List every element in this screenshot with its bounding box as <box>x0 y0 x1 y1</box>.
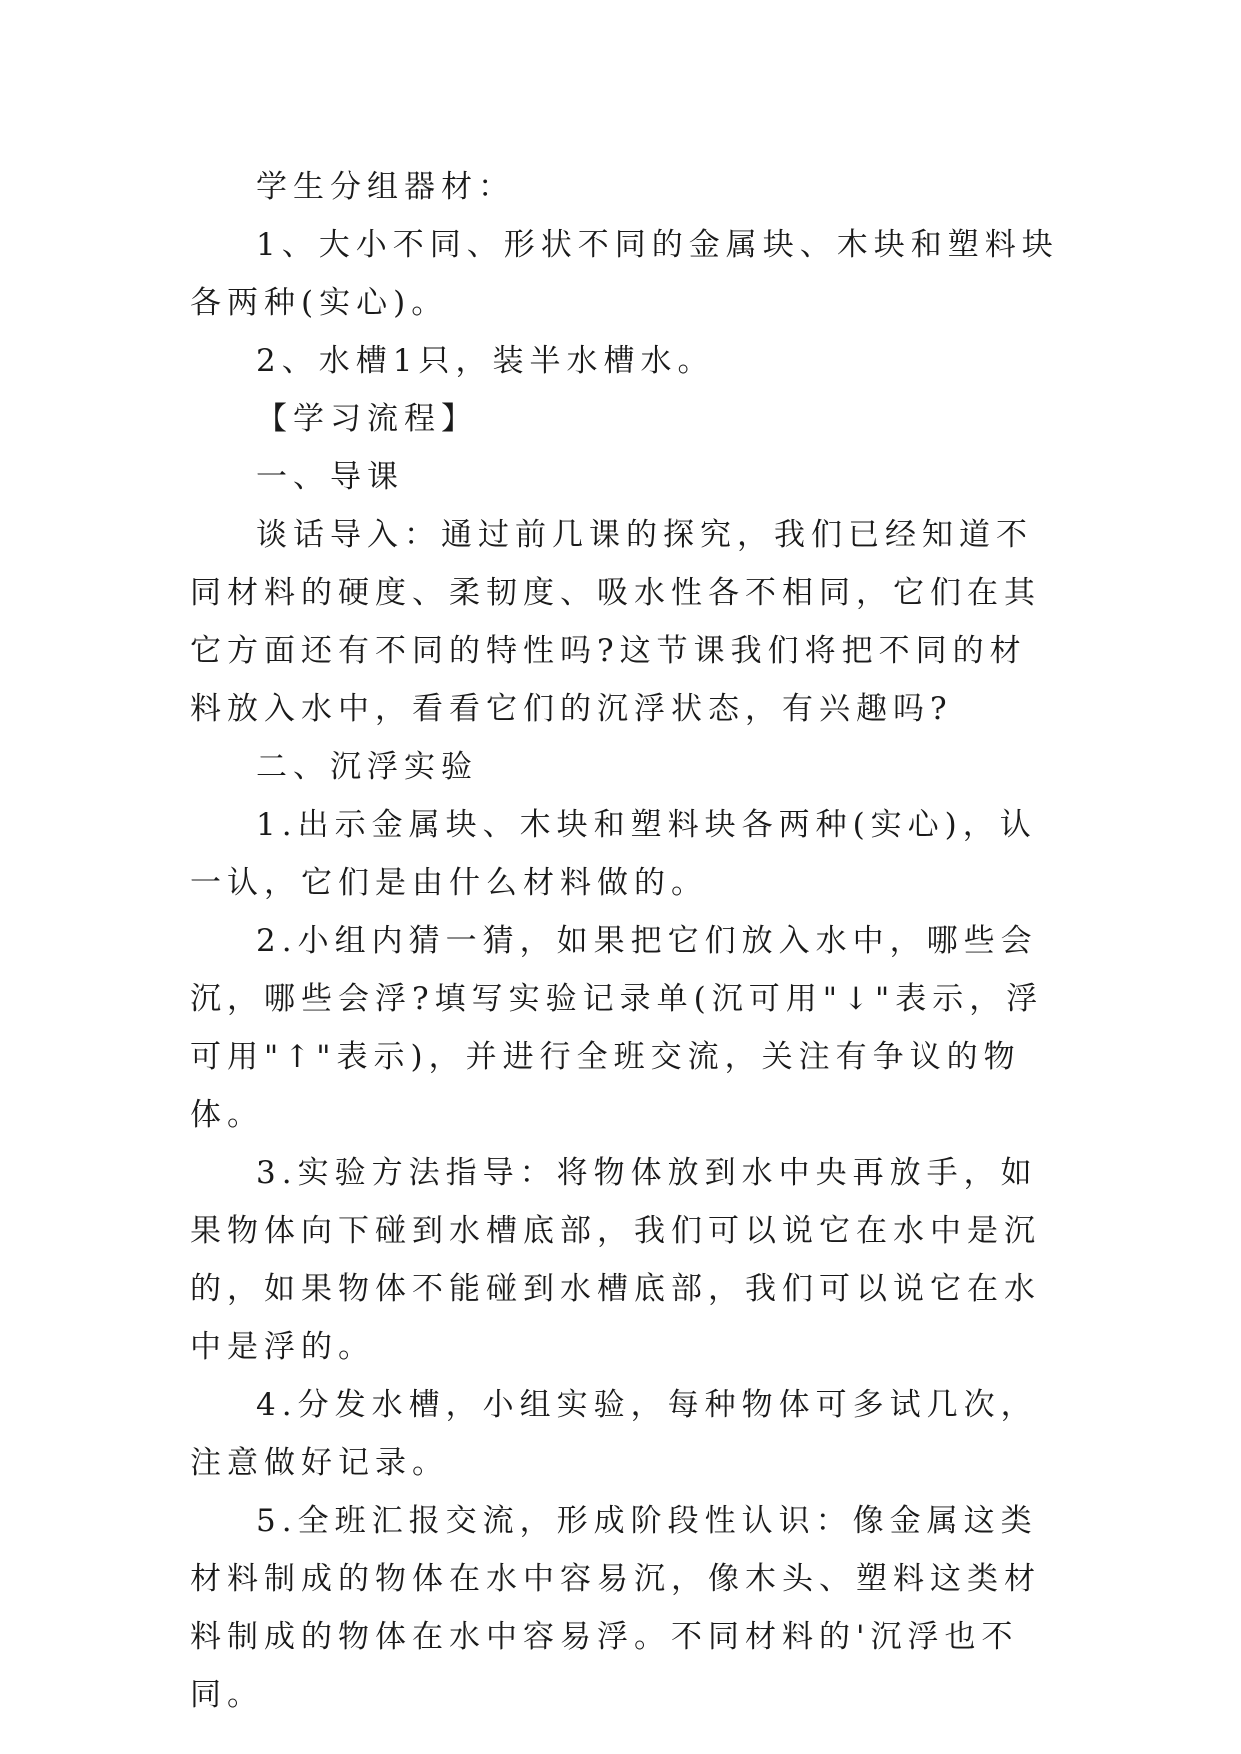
paragraph-step-2: 2.小组内猜一猜，如果把它们放入水中，哪些会沉，哪些会浮?填写实验记录单(沉可用"↓"表示，浮可用"↑"表示)，并进行全班交流，关注有争议的物体。 <box>190 923 1044 1133</box>
paragraph-step-5: 5.全班汇报交流，形成阶段性认识：像金属这类材料制成的物体在水中容易沉，像木头、塑料这类材料制成的物体在水中容易浮。不同材料的'沉浮也不同。 <box>190 1503 1041 1713</box>
paragraph-equipment-heading: 学生分组器材： <box>256 169 515 205</box>
paragraph-equipment-item-2: 2、水槽1只，装半水槽水。 <box>256 343 715 379</box>
paragraph-equipment-item-1: 1、大小不同、形状不同的金属块、木块和塑料块各两种(实心)。 <box>190 227 1059 321</box>
paragraph-step-3: 3.实验方法指导：将物体放到水中央再放手，如果物体向下碰到水槽底部，我们可以说它在水中是沉的，如果物体不能碰到水槽底部，我们可以说它在水中是浮的。 <box>190 1155 1041 1365</box>
paragraph-step-1: 1.出示金属块、木块和塑料块各两种(实心)，认一认，它们是由什么材料做的。 <box>190 807 1037 901</box>
section-heading-introduction: 一、导课 <box>256 459 404 495</box>
paragraph-introduction-talk: 谈话导入：通过前几课的探究，我们已经知道不同材料的硬度、柔韧度、吸水性各不相同，它们在其它方面还有不同的特性吗?这节课我们将把不同的材料放入水中，看看它们的沉浮状态，有兴趣吗? <box>190 517 1041 727</box>
document-body <box>190 158 1060 1724</box>
section-heading-sink-float-experiment: 二、沉浮实验 <box>256 749 478 785</box>
paragraph-step-4: 4.分发水槽，小组实验，每种物体可多试几次，注意做好记录。 <box>190 1387 1038 1481</box>
section-heading-learning-process: 【学习流程】 <box>256 401 478 437</box>
